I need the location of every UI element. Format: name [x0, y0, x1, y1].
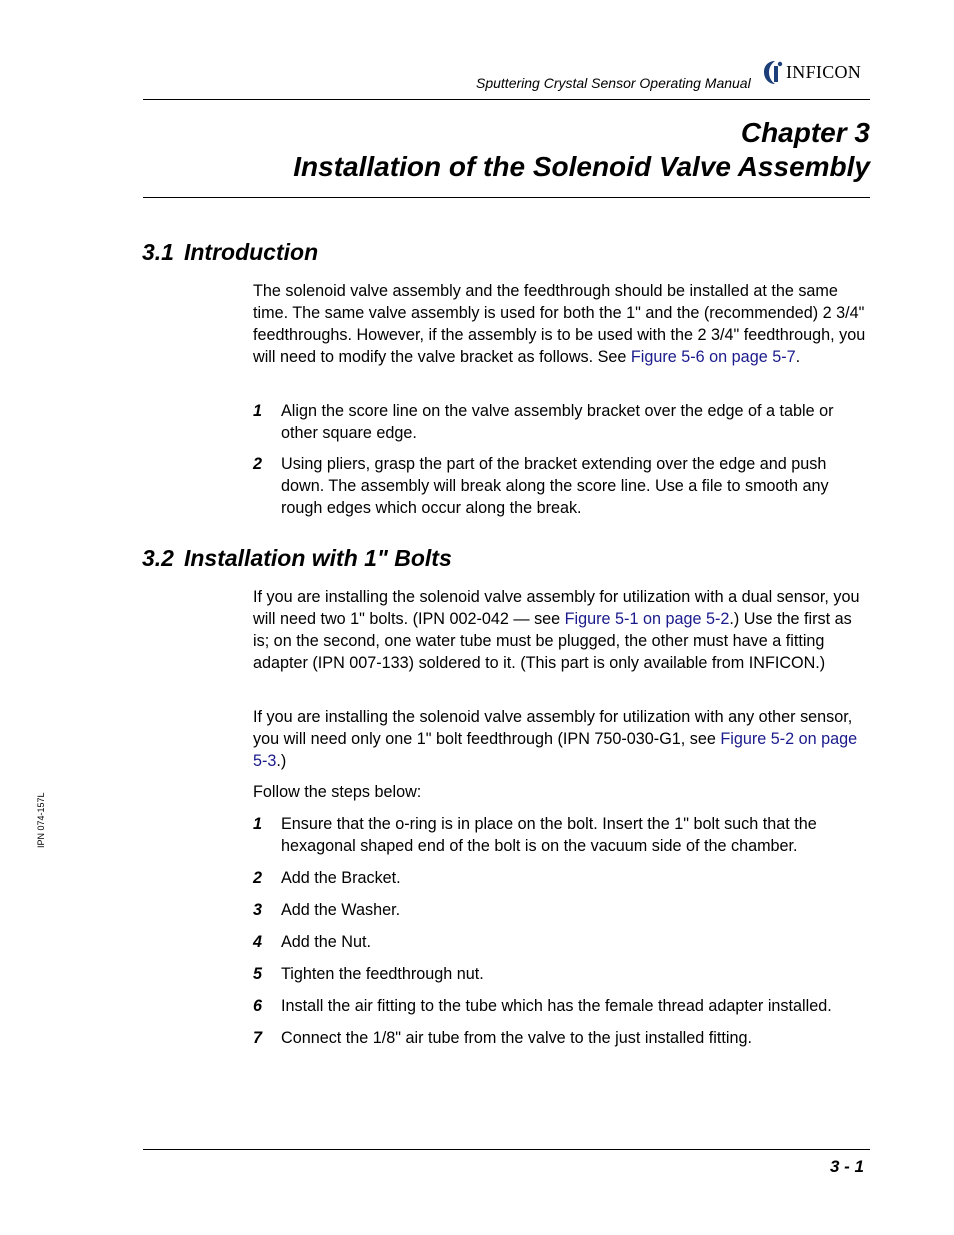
other-sensor-paragraph: [253, 706, 869, 772]
list-item: [253, 899, 869, 921]
step-text: Using pliers, grasp the part of the bracket extending over the edge and push down. The assembly will break along the score line. Use a file to smooth any rough edges which occur along the break.: [281, 455, 829, 517]
step-text: Align the score line on the valve assembly bracket over the edge of a table or other square edge.: [281, 402, 834, 442]
intro-paragraph: [253, 280, 869, 368]
list-item: [253, 931, 869, 953]
figure-link-5-1[interactable]: Figure 5-1 on page 5-2: [564, 610, 730, 628]
logo-wordmark: INFICON: [786, 61, 862, 82]
page-number: 3 - 1: [829, 1157, 864, 1176]
manual-title: Sputtering Crystal Sensor Operating Manual: [476, 75, 751, 91]
step-text: Add the Washer.: [281, 901, 401, 919]
list-item: [253, 1027, 869, 1049]
section-number: 3.2: [142, 545, 174, 571]
step-number: 2: [253, 869, 263, 887]
section-title: Introduction: [183, 239, 319, 265]
dual-sensor-paragraph: [253, 586, 869, 674]
list-item: [253, 995, 869, 1017]
step-text: Install the air fitting to the tube which has the female thread adapter installed.: [281, 997, 832, 1015]
para2-text-end: .): [276, 752, 287, 770]
step-number: 4: [253, 933, 263, 951]
chapter-rule: [143, 197, 870, 198]
step-number: 1: [253, 815, 263, 833]
figure-link-5-2[interactable]: Figure 5-2 on page 5-3: [253, 730, 858, 770]
document-code: IPN 074-157L: [36, 792, 46, 848]
step-number: 1: [253, 402, 263, 420]
inficon-logo: [760, 58, 861, 86]
step-number: 5: [253, 965, 263, 983]
step-number: 7: [253, 1029, 263, 1047]
follow-steps-text: Follow the steps below:: [253, 783, 422, 801]
step-text: Connect the 1/8" air tube from the valve to the just installed fitting.: [281, 1029, 752, 1047]
figure-link-5-6[interactable]: Figure 5-6 on page 5-7: [630, 348, 796, 366]
inficon-logo-icon: [760, 58, 784, 86]
list-item: [253, 963, 869, 985]
para1-text: If you are installing the solenoid valve assembly for utilization with a dual sensor, you will need two 1" bolts. (IPN 002-042 — see: [253, 588, 860, 628]
list-item: [253, 867, 869, 889]
para2-text: If you are installing the solenoid valve assembly for utilization with any other sensor, you will need only one 1" bolt feedthrough (IPN 750-030-G1, see: [253, 708, 853, 748]
step-number: 6: [253, 997, 263, 1015]
step-number: 3: [253, 901, 263, 919]
step-text: Add the Bracket.: [281, 869, 401, 887]
para1-text-end: .) Use the first as is; on the second, one water tube must be plugged, the other must have a fitting adapter (IPN 007-133) soldered to it. (This part is only available from INFICON.): [253, 610, 852, 672]
step-number: 2: [253, 455, 263, 473]
step-text: Ensure that the o-ring is in place on the bolt. Insert the 1" bolt such that the hexagonal shaped end of the bolt is on the vacuum side of the chamber.: [281, 815, 817, 855]
list-item: [253, 813, 869, 857]
list-item: [253, 453, 869, 519]
chapter-title: Installation of the Solenoid Valve Assembly: [293, 151, 870, 182]
list-item: [253, 400, 869, 444]
section-number: 3.1: [142, 239, 174, 265]
step-text: Tighten the feedthrough nut.: [281, 965, 484, 983]
section-heading-installation-bolts: [142, 545, 452, 572]
header-rule: [143, 99, 870, 100]
section-title: Installation with 1" Bolts: [183, 545, 452, 571]
intro-text: The solenoid valve assembly and the feedthrough should be installed at the same time. The same valve assembly is used for both the 1" and the (recommended) 2 3/4" feedthroughs. However, if the assembly is to be used with the 2 3/4" feedthrough, you will need to modify the valve bracket as follows. See: [253, 282, 866, 366]
footer-rule: [143, 1149, 870, 1150]
step-text: Add the Nut.: [281, 933, 371, 951]
section-heading-introduction: [142, 239, 318, 266]
intro-end: .: [795, 348, 801, 366]
chapter-label: Chapter 3: [740, 117, 870, 148]
